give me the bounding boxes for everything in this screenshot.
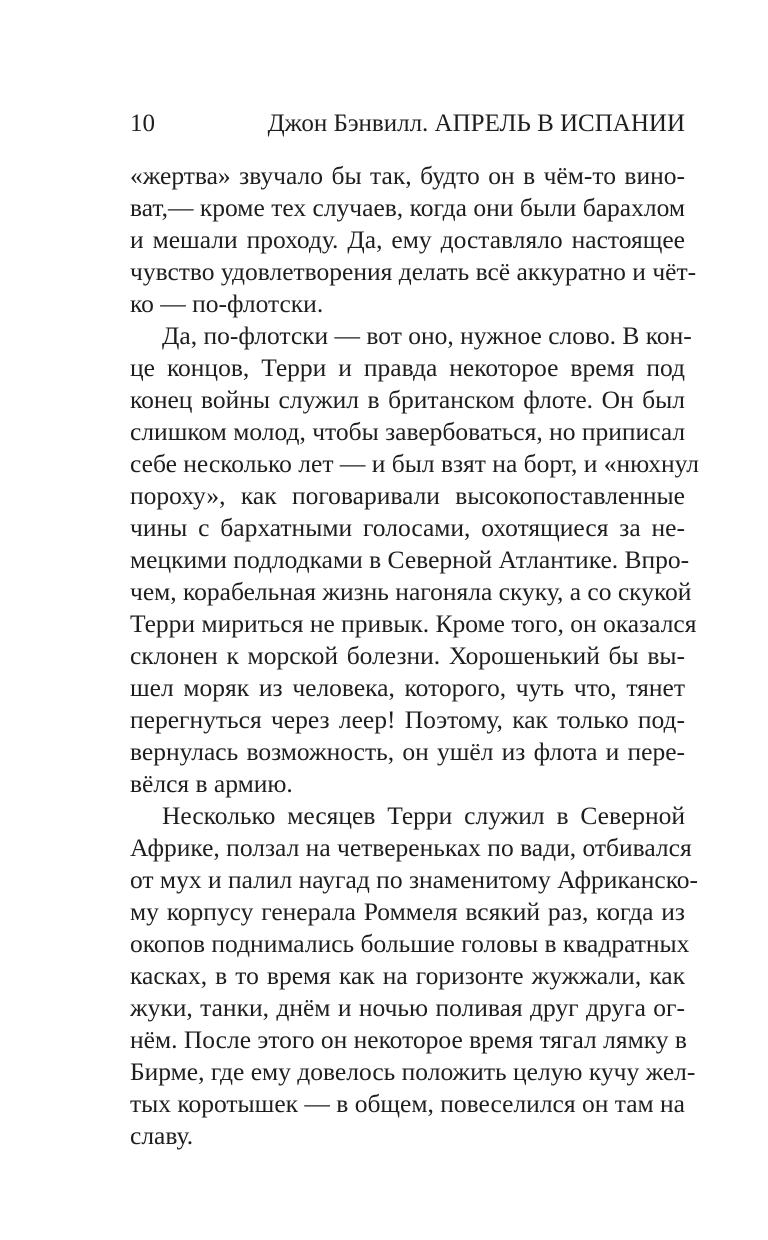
text-line: склонен к морской болезни. Хорошенький бы вы-	[130, 641, 685, 670]
text-line: вернулась возможность, он ушёл из флота и пере-	[130, 737, 685, 766]
page-number: 10	[130, 110, 155, 137]
text-line: шел моряк из человека, которого, чуть что, тянет	[130, 673, 685, 702]
text-line: чем, корабельная жизнь нагоняла скуку, а со скукой	[130, 577, 692, 606]
text-line: тых коротышек — в общем, повеселился он там на	[130, 1089, 685, 1118]
text-line: окопов поднимались большие головы в квадратных	[130, 929, 690, 958]
text-line: Африке, ползал на четвереньках по вади, отбивался	[130, 833, 692, 862]
text-line: жуки, танки, днём и ночью поливая друг друга ог-	[130, 993, 685, 1022]
text-line: касках, в то время как на горизонте жужжали, как	[130, 961, 685, 990]
text-line: вёлся в армию.	[130, 769, 293, 798]
text-line: и мешали проходу. Да, ему доставляло настоящее	[130, 225, 685, 254]
paragraph	[130, 320, 699, 800]
text-line: чины с бархатными голосами, охотящиеся за не-	[130, 513, 685, 542]
text-line: чувство удовлетворения делать всё аккуратно и чёт-	[130, 257, 697, 286]
paragraph	[130, 800, 699, 1152]
text-line: слишком молод, чтобы завербоваться, но приписал	[130, 417, 686, 446]
text-line: «жертва» звучало бы так, будто он в чём-то вино-	[130, 161, 685, 190]
text-line: перегнуться через леер! Поэтому, как только под-	[130, 705, 685, 734]
text-line: ко — по-флотски.	[130, 289, 324, 318]
text-line: себе несколько лет — и был взят на борт, и «нюхнул	[130, 449, 699, 478]
running-head	[130, 104, 685, 144]
text-line: славу.	[130, 1121, 194, 1150]
text-line: конец войны служил в британском флоте. Он был	[130, 385, 685, 414]
body-text	[130, 160, 699, 1152]
text-line: це концов, Терри и правда некоторое время под	[130, 353, 685, 382]
text-line: нём. После этого он некоторое время тягал лямку в	[130, 1025, 687, 1054]
running-title: Джон Бэнвилл. АПРЕЛЬ В ИСПАНИИ	[267, 110, 685, 137]
text-line: Да, по-флотски — вот оно, нужное слово. В кон-	[162, 321, 692, 350]
text-line: Терри мириться не привык. Кроме того, он оказался	[130, 609, 697, 638]
text-line: Несколько месяцев Терри служил в Северной	[162, 801, 685, 830]
text-line: му корпусу генерала Роммеля всякий раз, когда из	[130, 897, 685, 926]
paragraph	[130, 160, 697, 320]
text-line: ват,— кроме тех случаев, когда они были барахлом	[130, 193, 685, 222]
text-line: мецкими подлодками в Северной Атлантике. Впро-	[130, 545, 690, 574]
text-line: пороху», как поговаривали высокопоставленные	[130, 481, 685, 510]
text-line: Бирме, где ему довелось положить целую кучу жел-	[130, 1057, 696, 1086]
text-line: от мух и палил наугад по знаменитому Африканско-	[130, 865, 699, 894]
